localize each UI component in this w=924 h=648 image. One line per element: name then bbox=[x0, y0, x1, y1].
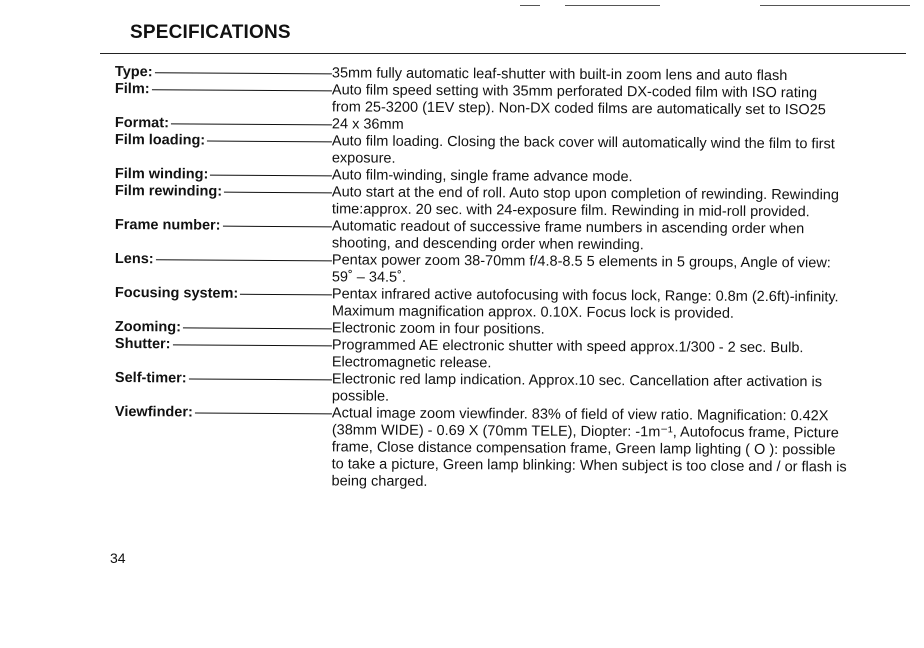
spec-value: Electronic red lamp indication. Approx.10 sec. Cancellation after activation is possible. bbox=[331, 371, 823, 405]
specifications-list bbox=[115, 64, 850, 489]
spec-value: 24 x 36mm bbox=[331, 116, 404, 133]
spec-value: Auto film-winding, single frame advance mode. bbox=[331, 167, 633, 186]
leader-line bbox=[155, 72, 332, 74]
spec-label: Viewfinder: bbox=[114, 404, 193, 421]
scan-edge-mark bbox=[565, 5, 660, 6]
spec-label: Zooming: bbox=[114, 319, 182, 336]
spec-label: Film rewinding: bbox=[114, 183, 223, 200]
spec-row-viewfinder bbox=[114, 404, 850, 493]
spec-label: Film winding: bbox=[114, 166, 209, 183]
spec-value: 35mm fully automatic leaf-shutter with built-in zoom lens and auto flash bbox=[331, 65, 788, 85]
spec-row-film-rewinding bbox=[115, 183, 850, 221]
spec-row-focusing-system bbox=[115, 285, 850, 323]
leader-line bbox=[152, 89, 332, 91]
spec-label: Frame number: bbox=[114, 217, 221, 234]
spec-value: Auto film speed setting with 35mm perforated DX-coded film with ISO rating from 25-3200 (1EV step). Non-DX coded films are automatically set to ISO25 bbox=[331, 82, 826, 119]
page-number: 34 bbox=[110, 550, 126, 566]
spec-label: Format: bbox=[114, 115, 169, 132]
spec-row-lens bbox=[115, 251, 850, 289]
spec-value: Pentax infrared active autofocusing with focus lock, Range: 0.8m (2.6ft)-infinity. Maximum magnification approx. 0.10X. Focus lock is provided. bbox=[331, 286, 839, 322]
spec-label: Focusing system: bbox=[114, 285, 239, 302]
page-title: SPECIFICATIONS bbox=[130, 22, 291, 43]
spec-value: Automatic readout of successive frame numbers in ascending order when shooting, and descending order when rewinding. bbox=[331, 218, 805, 254]
leader-line bbox=[240, 294, 332, 296]
spec-value: Actual image zoom viewfinder. 83% of field of view ratio. Magnification: 0.42X (38mm WIDE) - 0.69 X (70mm TELE), Diopter: -1m⁻¹, Autofocus frame, Picture frame, Close distance compensation frame, Green lamp lighting ( O ): possible to take a picture, Green lamp blinking: When subject is too close and / or flash is being charged. bbox=[331, 405, 847, 490]
leader-line bbox=[210, 175, 332, 177]
scan-edge-mark bbox=[760, 5, 910, 6]
leader-line bbox=[171, 123, 332, 125]
spec-value: Pentax power zoom 38-70mm f/4.8-8.5 5 elements in 5 groups, Angle of view: 59˚ – 34.5˚. bbox=[331, 252, 831, 286]
spec-label: Film loading: bbox=[114, 132, 206, 149]
spec-label: Self-timer: bbox=[114, 370, 187, 387]
spec-value: Auto start at the end of roll. Auto stop upon completion of rewinding. Rewinding time:approx. 20 sec. with 24-exposure film. Rewinding in mid-roll provided. bbox=[331, 184, 840, 221]
scan-edge-mark bbox=[520, 5, 540, 6]
spec-row-shutter bbox=[115, 336, 850, 374]
leader-line bbox=[173, 344, 332, 346]
spec-label: Shutter: bbox=[114, 336, 171, 353]
spec-row-frame-number bbox=[115, 217, 850, 255]
leader-line bbox=[223, 226, 332, 228]
spec-label: Lens: bbox=[114, 251, 154, 268]
leader-line bbox=[207, 141, 332, 143]
leader-line bbox=[189, 378, 332, 380]
leader-line bbox=[195, 412, 332, 414]
spec-row-film bbox=[115, 81, 850, 119]
spec-value: Electronic zoom in four positions. bbox=[331, 320, 545, 338]
spec-value: Auto film loading. Closing the back cover will automatically wind the film to first exposure. bbox=[331, 133, 835, 167]
spec-label: Type: bbox=[114, 64, 153, 81]
leader-line bbox=[183, 327, 332, 329]
leader-line bbox=[156, 259, 332, 261]
spec-label: Film: bbox=[114, 81, 150, 98]
spec-row-self-timer bbox=[115, 370, 850, 408]
spec-value: Programmed AE electronic shutter with speed approx.1/300 - 2 sec. Bulb. Electromagnetic release. bbox=[331, 337, 804, 372]
spec-row-film-loading bbox=[115, 132, 850, 170]
title-rule bbox=[100, 53, 906, 54]
leader-line bbox=[224, 192, 332, 194]
